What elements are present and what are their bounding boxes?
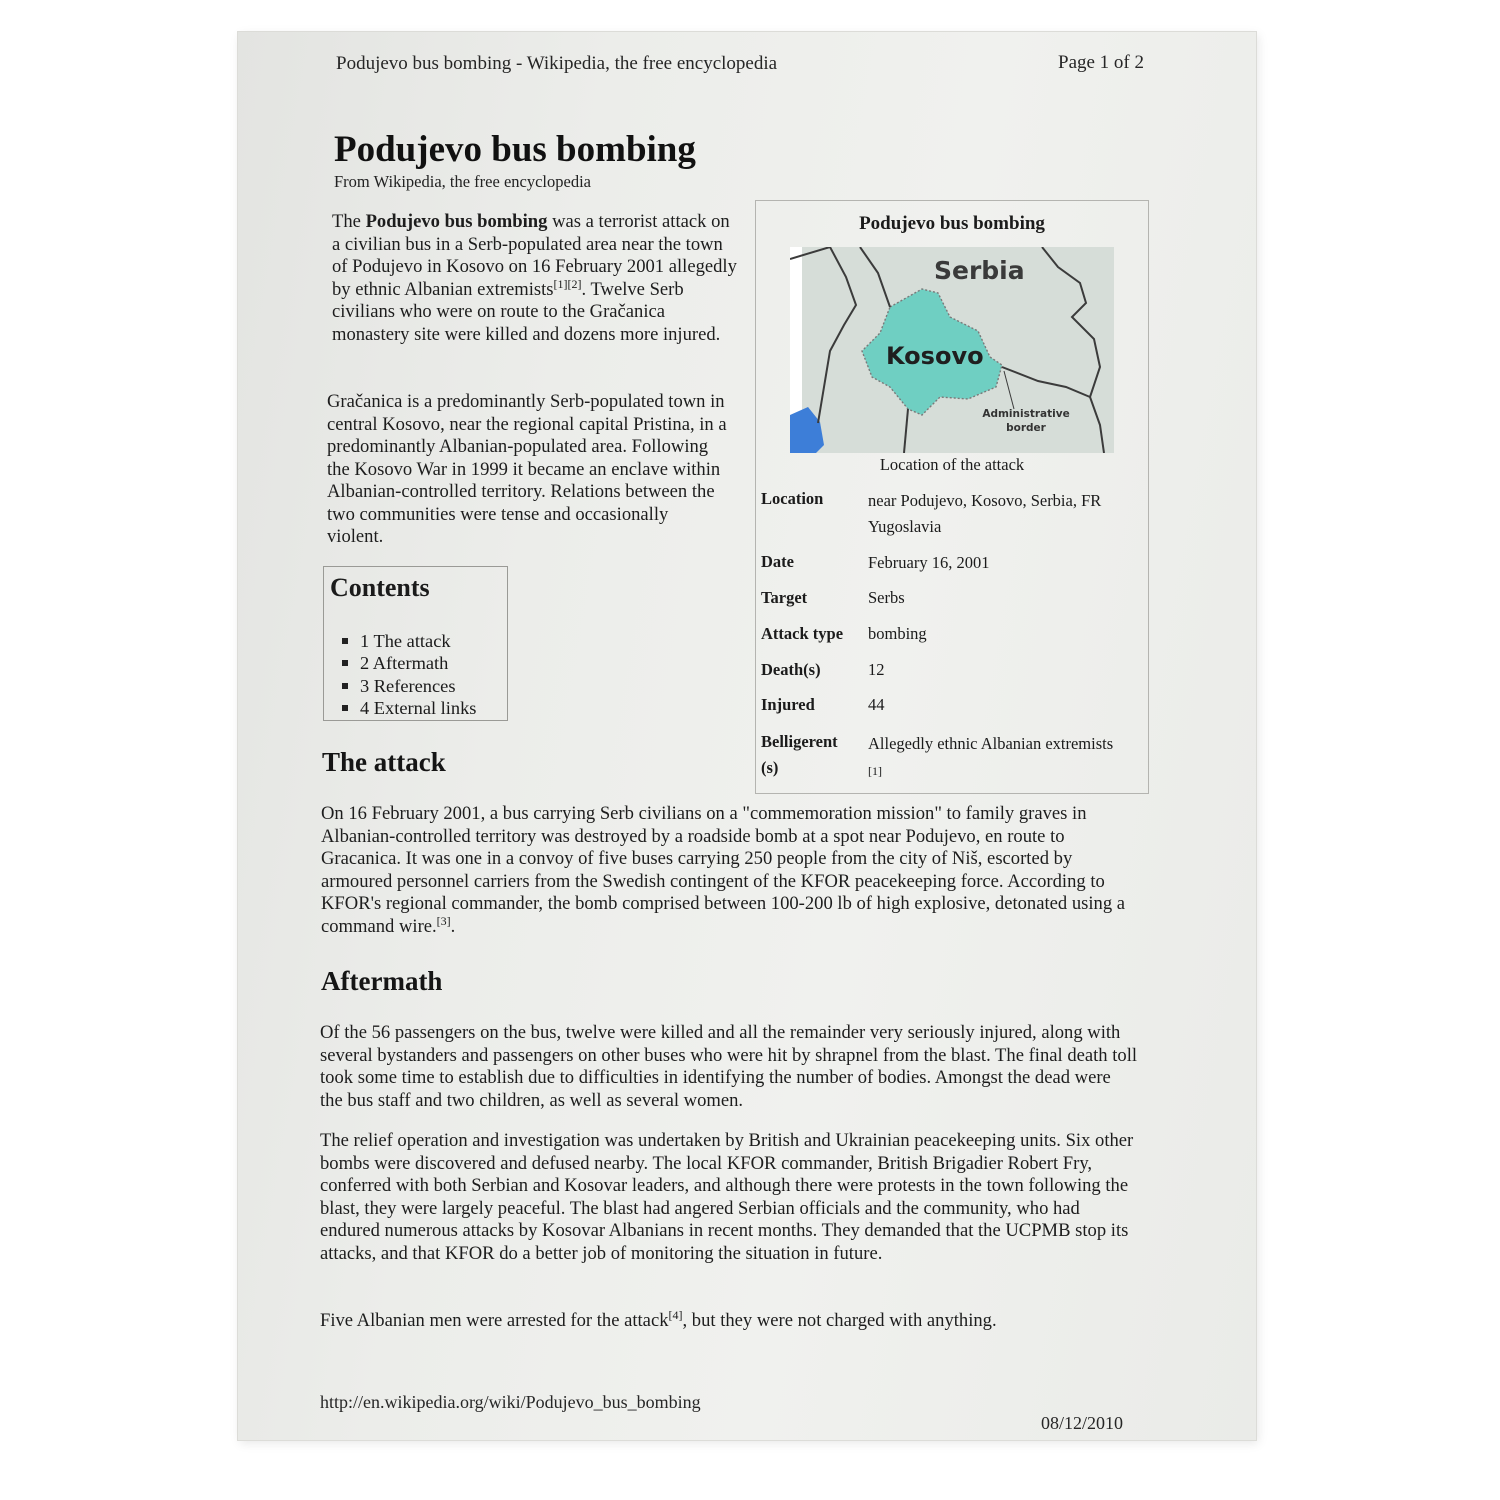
aftermath-text: , but they were not charged with anything. — [682, 1310, 997, 1331]
contents-item-label: 1 The attack — [360, 631, 451, 651]
aftermath-text: The relief operation and investigation was undertaken by British and Ukrainian peacekeeping units. Six other bombs were discovered and defused nearby. The local KFOR commander, British Brigadier Robert Fry, conferred with both Serbian and Kosovar leaders, and although there were protests in the town following the blast, they were largely peaceful. The blast had angered Serbian officials and the community, who had endured numerous attacks by Kosovar Albanians in recent months. They demanded that the UCPMB stop its attacks, and that KFOR do a better job of monitoring the situation in future. — [320, 1130, 1134, 1264]
aftermath-paragraph-3 — [320, 1307, 1138, 1333]
infobox-value-belligerents — [868, 731, 1140, 783]
infobox-value-injured: 44 — [868, 695, 885, 714]
reference-link[interactable]: [1][2] — [553, 276, 582, 291]
location-map — [790, 247, 1114, 453]
attack-paragraph — [321, 803, 1141, 938]
infobox-value-target: Serbs — [868, 588, 905, 607]
aftermath-text: Of the 56 passengers on the bus, twelve were killed and all the remainder very seriously injured, along with several bystanders and passengers on other buses who were hit by shrapnel from the blast. The final death toll took some time to establish due to difficulties in identifying the number of bodies. Amongst the dead were the bus staff and two children, as well as several women. — [320, 1022, 1138, 1111]
attack-text: . — [450, 915, 456, 937]
reference-link[interactable]: [1] — [868, 764, 882, 778]
infobox-label-deaths: Death(s) — [761, 660, 821, 679]
bullet-icon — [342, 705, 348, 711]
print-header-page-number: Page 1 of 2 — [1058, 52, 1145, 73]
table-of-contents — [323, 566, 508, 721]
intro-text: . Twelve Serb civilians who were on route to the Gračanica monastery site were killed and dozens more injured. — [332, 278, 721, 345]
print-header-title: Podujevo bus bombing - Wikipedia, the free encyclopedia — [336, 53, 778, 74]
map-label-kosovo: Kosovo — [886, 342, 984, 370]
contents-item[interactable] — [342, 652, 476, 674]
infobox-title: Podujevo bus bombing — [859, 213, 1045, 234]
map-label-serbia: Serbia — [934, 256, 1025, 285]
page-subtitle: From Wikipedia, the free encyclopedia — [334, 172, 591, 191]
bullet-icon — [342, 660, 348, 666]
infobox-value-date: February 16, 2001 — [868, 553, 990, 572]
map-label-border: Administrative — [982, 408, 1070, 420]
page-title: Podujevo bus bombing — [334, 129, 696, 170]
map-label-border: border — [1006, 422, 1046, 434]
attack-text: On 16 February 2001, a bus carrying Serb civilians on a "commemoration mission" to family graves in Albanian-controlled territory was destroyed by a roadside bomb at a spot near Podujevo, en route to Gracanica. It was one in a convoy of five buses carrying 250 people from the city of Niš, escorted by armoured personnel carriers from the Swedish contingent of the KFOR peacekeeping force. According to KFOR's regional commander, the bomb comprised between 100-200 lb of high explosive, detonated using a command wire. — [321, 803, 1126, 937]
reference-link[interactable]: [3] — [436, 913, 451, 928]
infobox-label-attack-type: Attack type — [761, 624, 844, 643]
section-heading-attack: The attack — [322, 747, 446, 777]
infobox — [755, 200, 1149, 794]
infobox-label-injured: Injured — [761, 695, 815, 714]
contents-item-label: 2 Aftermath — [360, 653, 449, 674]
bullet-icon — [342, 638, 348, 644]
aftermath-paragraph-2 — [320, 1130, 1138, 1265]
infobox-label-belligerents: Belligerent (s) — [761, 732, 838, 777]
contents-item[interactable] — [342, 675, 476, 697]
infobox-label-target: Target — [761, 588, 808, 607]
infobox-value-location: near Podujevo, Kosovo, Serbia, FR Yugoslavia — [868, 491, 1102, 536]
contents-title: Contents — [330, 573, 430, 602]
contents-item[interactable] — [342, 697, 476, 719]
section-heading-aftermath: Aftermath — [321, 966, 443, 996]
aftermath-text: Five Albanian men were arrested for the attack — [320, 1310, 669, 1331]
contents-item-label: 4 External links — [360, 698, 477, 719]
contents-item[interactable] — [342, 630, 476, 652]
intro-paragraph-2 — [327, 391, 727, 549]
intro-text: Gračanica is a predominantly Serb-populated town in central Kosovo, near the regional capital Pristina, in a predominantly Albanian-populated area. Following the Kosovo War in 1999 it became an enclave within Albanian-controlled territory. Relations between the two communities were tense and occasionally violent. — [327, 391, 727, 547]
infobox-label-location: Location — [761, 489, 824, 508]
intro-text: was a terrorist attack on a civilian bus in a Serb-populated area near the town of Podujevo in Kosovo on 16 February 2001 allegedly by ethnic Albanian extremists — [332, 211, 737, 300]
map-caption: Location of the attack — [879, 455, 1025, 474]
intro-bold-title: Podujevo bus bombing — [365, 211, 548, 232]
print-footer-url: http://en.wikipedia.org/wiki/Podujevo_bus_bombing — [320, 1392, 701, 1412]
aftermath-paragraph-1 — [320, 1022, 1138, 1112]
reference-link[interactable]: [4] — [668, 1307, 683, 1322]
infobox-value-deaths: 12 — [868, 660, 885, 679]
intro-text: The — [332, 211, 366, 232]
intro-paragraph-1 — [332, 211, 742, 346]
belligerents-text: Allegedly ethnic Albanian extremists — [868, 734, 1114, 753]
infobox-value-attack-type: bombing — [868, 624, 927, 643]
contents-item-label: 3 References — [360, 675, 456, 696]
infobox-label-date: Date — [761, 552, 794, 571]
contents-list — [342, 630, 476, 720]
print-footer-date: 08/12/2010 — [1041, 1413, 1124, 1433]
bullet-icon — [342, 683, 348, 689]
